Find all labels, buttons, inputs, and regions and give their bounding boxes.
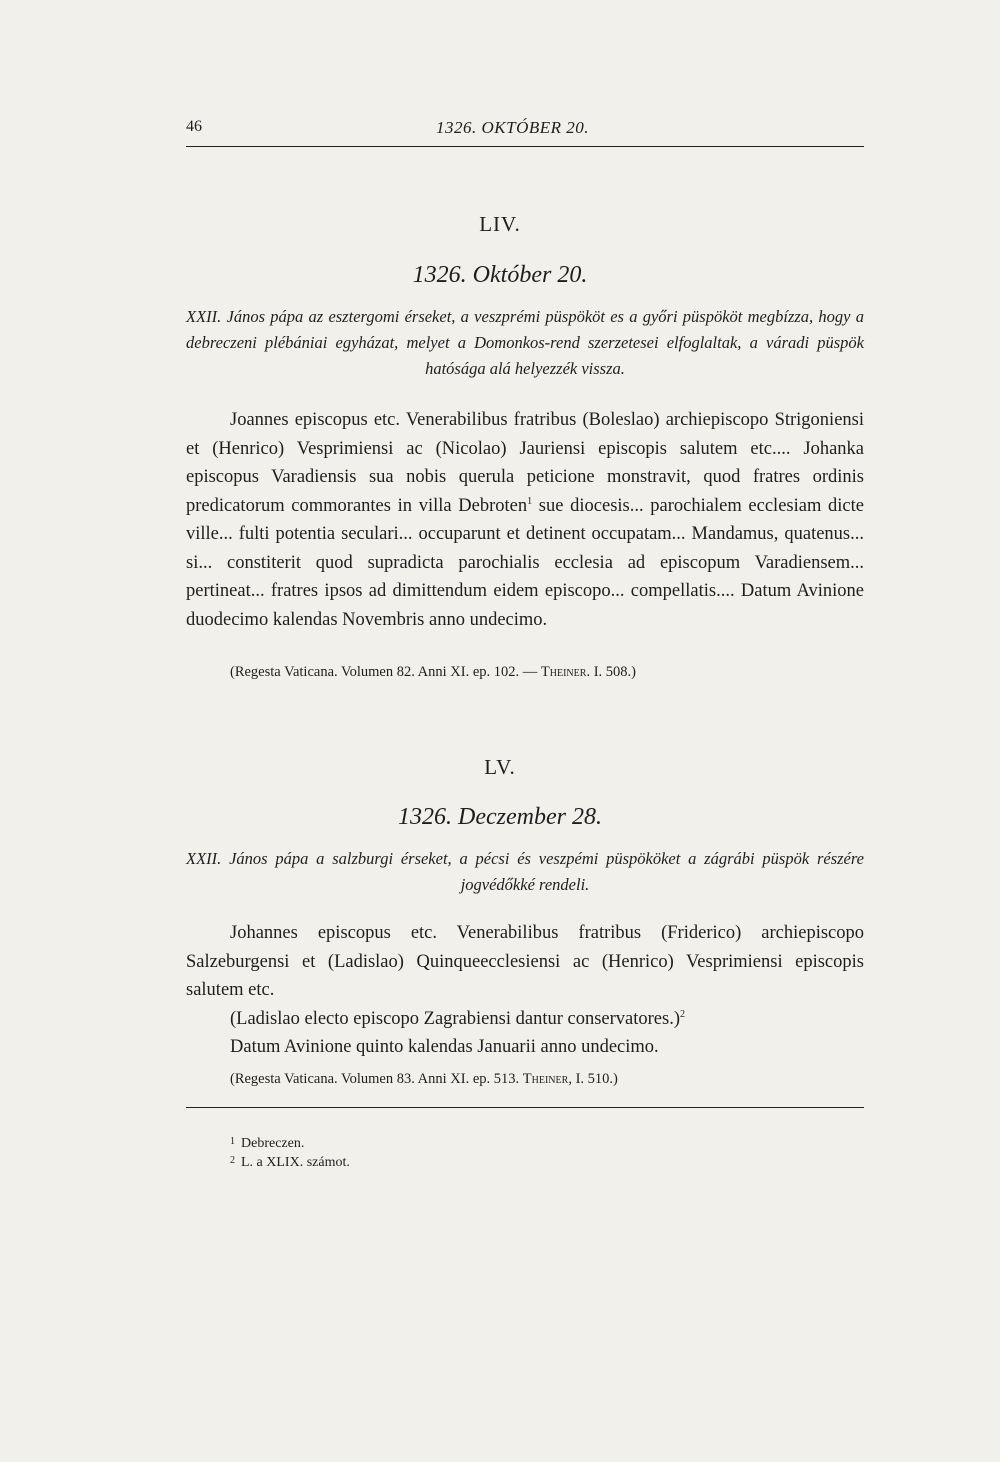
doc-number-lv: LV. — [484, 755, 516, 779]
doc-text-liv-part2: sue diocesis... parochialem ecclesiam dicte ville... fulti potentia seculari... occuparunt et detinent occupatam... Mandamus, quatenus... si... constiterit quod supradicta parochialis ecclesia ad episcopum Varadiensem... pertineat... fratres ipsos ad dimittendum eidem episcopo... compellatis.... Datum Avinione duodecimo kalendas Novembris anno undecimo. — [186, 495, 864, 630]
footnote-text: Debreczen. — [241, 1136, 305, 1151]
footnote-ref-1: 1 — [527, 495, 533, 507]
footnote-rule — [186, 1107, 864, 1108]
doc-text-lv — [186, 919, 864, 1062]
header-rule — [186, 146, 864, 147]
doc-text-lv-para3: Datum Avinione quinto kalendas Januarii anno undecimo. — [230, 1037, 659, 1057]
source-lv-main: (Regesta Vaticana. Volumen 83. Anni XI. ep. 513. — [230, 1071, 523, 1087]
doc-number-liv: LIV. — [479, 212, 521, 236]
source-lv-end: , I. 510.) — [568, 1071, 618, 1087]
doc-summary-lv: XXII. János pápa a salzburgi érseket, a pécsi és veszpémi püspököket a zágrábi püspök részére jogvédőkké rendeli. — [186, 849, 864, 894]
page-header — [186, 118, 864, 144]
footnotes — [230, 1134, 830, 1172]
footnote-mark: 1 — [230, 1136, 235, 1147]
footnote-mark: 2 — [230, 1155, 235, 1166]
source-liv-author: Theiner — [540, 664, 587, 680]
source-liv-end: . I. 508.) — [586, 664, 636, 680]
footnote-2 — [230, 1153, 830, 1172]
source-liv-main: (Regesta Vaticana. Volumen 82. Anni XI. ep. 102. — — [230, 664, 541, 680]
footnote-ref-2: 2 — [680, 1008, 685, 1020]
doc-summary-liv: XXII. János pápa az esztergomi érseket, a veszprémi püspököt es a győri püspököt megbízza, hogy a debreczeni plébániai egyházat, melyet a Domonkos-rend szerzetesei elfoglaltak, a váradi püspök hatósága alá helyezzék vissza. — [186, 307, 864, 378]
footnote-text: L. a XLIX. számot. — [241, 1155, 350, 1170]
page-number: 46 — [186, 118, 202, 135]
doc-text-lv-para1: Johannes episcopus etc. Venerabilibus fratribus (Friderico) archiepiscopo Salzeburgensi et (Ladislao) Quinqueecclesiensi ac (Henrico) Vesprimiensi episcopis salutem etc. — [186, 923, 864, 1000]
doc-date-lv: 1326. Deczember 28. — [398, 804, 602, 830]
running-title: 1326. OKTÓBER 20. — [436, 118, 589, 137]
doc-text-liv — [186, 406, 864, 634]
source-lv-author: Theiner — [522, 1071, 569, 1087]
doc-text-liv-part1: Joannes episcopus etc. Venerabilibus fratribus (Boleslao) archiepiscopo Strigoniensi et (Henrico) Vesprimiensi ac (Nicolao) Jauriensi episcopis salutem etc.... Johanka episcopus Varadiensis sua nobis querula peticione monstravit, quod fratres ordinis predicatorum commorantes in villa Debroten — [186, 410, 864, 516]
doc-text-lv-para2: (Ladislao electo episcopo Zagrabiensi dantur conservatores.) — [230, 1008, 680, 1029]
doc-date-liv: 1326. Október 20. — [412, 262, 588, 288]
source-citation-lv — [230, 1069, 870, 1089]
source-citation-liv — [230, 662, 870, 682]
footnote-1 — [230, 1134, 830, 1153]
